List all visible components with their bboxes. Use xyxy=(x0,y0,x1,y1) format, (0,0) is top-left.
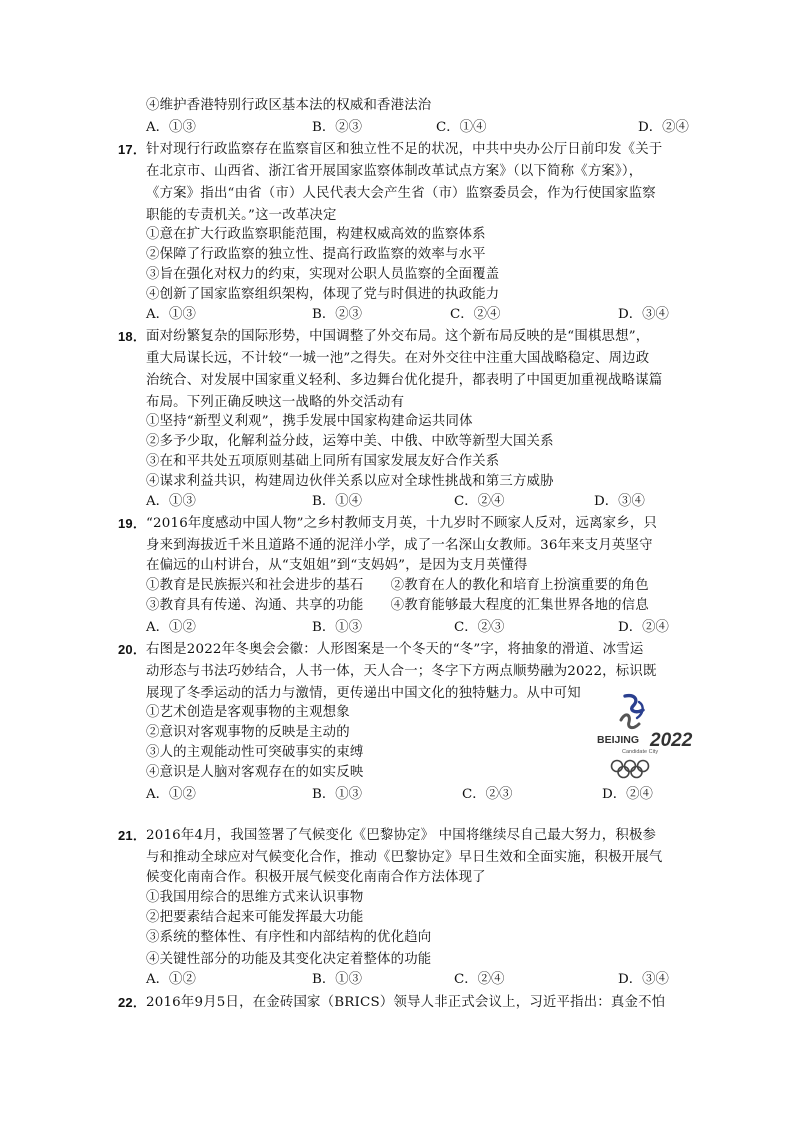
q16-option-a: A．①③ xyxy=(146,120,196,135)
q21-item-2: ②把要素结合起来可能发挥最大功能 xyxy=(146,910,364,925)
q18-item-3: ③在和平共处五项原则基础上同所有国家发展友好合作关系 xyxy=(146,454,500,469)
q21-option-a: A．①② xyxy=(146,972,196,987)
q19-option-c: C．②③ xyxy=(454,620,505,635)
q19-option-a: A．①② xyxy=(146,620,196,635)
q17-item-3: ③旨在强化对权力的约束，实现对公职人员监察的全面覆盖 xyxy=(146,267,500,282)
q16-option-c: C．①④ xyxy=(436,120,487,135)
q19-number: 19． xyxy=(118,516,147,531)
q20-number: 20． xyxy=(118,642,147,657)
q18-option-b: B．①④ xyxy=(312,494,363,509)
q17-item-2: ②保障了行政监察的独立性、提高行政监察的效率与水平 xyxy=(146,247,486,262)
q20-item-3: ③人的主观能动性可突破事实的束缚 xyxy=(146,745,364,760)
q18-option-d: D．③④ xyxy=(594,494,645,509)
logo-subtitle-text: Candidate City xyxy=(622,749,659,755)
q17-stem-2: 在北京市、山西省、浙江省开展国家监察体制改革试点方案》（以下简称《方案》）， xyxy=(146,164,643,179)
q21-option-d: D．③④ xyxy=(618,972,669,987)
q18-stem-4: 布局。下列正确反映这一战略的外交活动有 xyxy=(146,395,405,410)
q21-item-3: ③系统的整体性、有序性和内部结构的优化趋向 xyxy=(146,930,432,945)
q17-option-d: D．③④ xyxy=(618,307,669,322)
q20-option-a: A．①② xyxy=(146,787,196,802)
q16-option-b: B．②③ xyxy=(312,120,363,135)
q17-item-4: ④创新了国家监察组织架构，体现了党与时俱进的执政能力 xyxy=(146,287,500,302)
q18-item-1: ①坚持“新型义利观”，携手发展中国家构建命运共同体 xyxy=(146,414,473,429)
logo-city-text: BEIJING xyxy=(597,734,640,746)
q22-stem-1: 2016年9月5日，在金砖国家（BRICS）领导人非正式会议上，习近平指出：真金不怕 xyxy=(146,995,666,1010)
q17-stem-4: 职能的专责机关。”这一改革决定 xyxy=(146,208,337,223)
q20-option-d: D．②④ xyxy=(602,787,653,802)
q16-option-d: D．②④ xyxy=(638,120,689,135)
q17-stem-3: 《方案》指出“由省（市）人民代表大会产生省（市）监察委员会，作为行使国家监察 xyxy=(146,186,656,201)
q20-item-2: ②意识对客观事物的反映是主动的 xyxy=(146,725,350,740)
q18-stem-3: 治统合、对发展中国家重义轻利、多边舞台优化提升，都表明了中国更加重视战略谋篇 xyxy=(146,373,663,388)
logo-year-text: 2022 xyxy=(650,730,693,751)
q21-number: 21． xyxy=(118,828,147,843)
q18-stem-2: 重大局谋长远，不计较“一城一池”之得失。在对外交往中注重大国战略稳定、周边政 xyxy=(146,351,650,366)
q20-item-1: ①艺术创造是客观事物的主观想象 xyxy=(146,705,350,720)
q17-option-c: C．②④ xyxy=(450,307,501,322)
q17-number: 17． xyxy=(118,142,147,157)
q19-option-d: D．②④ xyxy=(618,620,669,635)
q19-item-row-1: ①教育是民族振兴和社会进步的基石 ②教育在人的教化和培育上扮演重要的角色 xyxy=(146,578,649,593)
q17-option-a: A．①③ xyxy=(146,307,196,322)
beijing-2022-emblem-icon xyxy=(595,690,705,780)
q22-number: 22． xyxy=(118,995,147,1010)
q19-stem-3: 在偏远的山村讲台，从“支姐姐”到“支妈妈”，是因为支月英懂得 xyxy=(146,558,528,573)
q17-stem-1: 针对现行行政监察存在监察盲区和独立性不足的状况，中共中央办公厅日前印发《关于 xyxy=(146,142,663,157)
q21-item-1: ①我国用综合的思维方式来认识事物 xyxy=(146,890,364,905)
beijing-2022-logo xyxy=(595,690,705,780)
q17-item-1: ①意在扩大行政监察职能范围，构建权威高效的监察体系 xyxy=(146,227,486,242)
q21-item-4: ④关键性部分的功能及其变化决定着整体的功能 xyxy=(146,952,432,967)
q20-option-c: C．②③ xyxy=(462,787,513,802)
q20-item-4: ④意识是人脑对客观存在的如实反映 xyxy=(146,765,364,780)
q20-option-b: B．①③ xyxy=(312,787,363,802)
q21-option-c: C．②④ xyxy=(454,972,505,987)
q21-option-b: B．①③ xyxy=(312,972,363,987)
q20-stem-2: 动形态与书法巧妙结合，人书一体，天人合一；冬字下方两点顺势融为2022，标识既 xyxy=(146,664,657,679)
q17-option-b: B．②③ xyxy=(312,307,363,322)
q21-stem-2: 与和推动全球应对气候变化合作，推动《巴黎协定》早日生效和全面实施，积极开展气 xyxy=(146,850,663,865)
q19-option-b: B．①③ xyxy=(312,620,363,635)
q18-number: 18． xyxy=(118,329,147,344)
q19-stem-1: “2016年度感动中国人物”之乡村教师支月英，十九岁时不顾家人反对，远离家乡，只 xyxy=(146,516,658,531)
q21-stem-1: 2016年4月，我国签署了气候变化《巴黎协定》 中国将继续尽自己最大努力，积极参 xyxy=(146,828,657,843)
q18-stem-1: 面对纷繁复杂的国际形势，中国调整了外交布局。这个新布局反映的是“围棋思想”， xyxy=(146,329,650,344)
q18-item-4: ④谋求利益共识，构建周边伙伴关系以应对全球性挑战和第三方威胁 xyxy=(146,474,554,489)
q19-item-row-2: ③教育具有传递、沟通、共享的功能 ④教育能够最大程度的汇集世界各地的信息 xyxy=(146,598,649,613)
olympic-rings-icon xyxy=(612,761,649,778)
q20-stem-3: 展现了冬季运动的活力与激情，更传递出中国文化的独特魅力。从中可知 xyxy=(146,686,581,701)
q18-item-2: ②多予少取，化解利益分歧，运筹中美、中俄、中欧等新型大国关系 xyxy=(146,434,554,449)
q19-stem-2: 身来到海拔近千米且道路不通的泥洋小学，成了一名深山女教师。36年来支月英坚守 xyxy=(146,538,653,553)
q21-stem-3: 候变化南南合作。积极开展气候变化南南合作方法体现了 xyxy=(146,870,486,885)
q18-option-c: C．②④ xyxy=(454,494,505,509)
q18-option-a: A．①③ xyxy=(146,494,196,509)
q20-stem-1: 右图是2022年冬奥会会徽：人形图案是一个冬天的“冬”字，将抽象的滑道、冰雪运 xyxy=(146,642,644,657)
q16-item-4: ④维护香港特别行政区基本法的权威和香港法治 xyxy=(146,98,432,113)
